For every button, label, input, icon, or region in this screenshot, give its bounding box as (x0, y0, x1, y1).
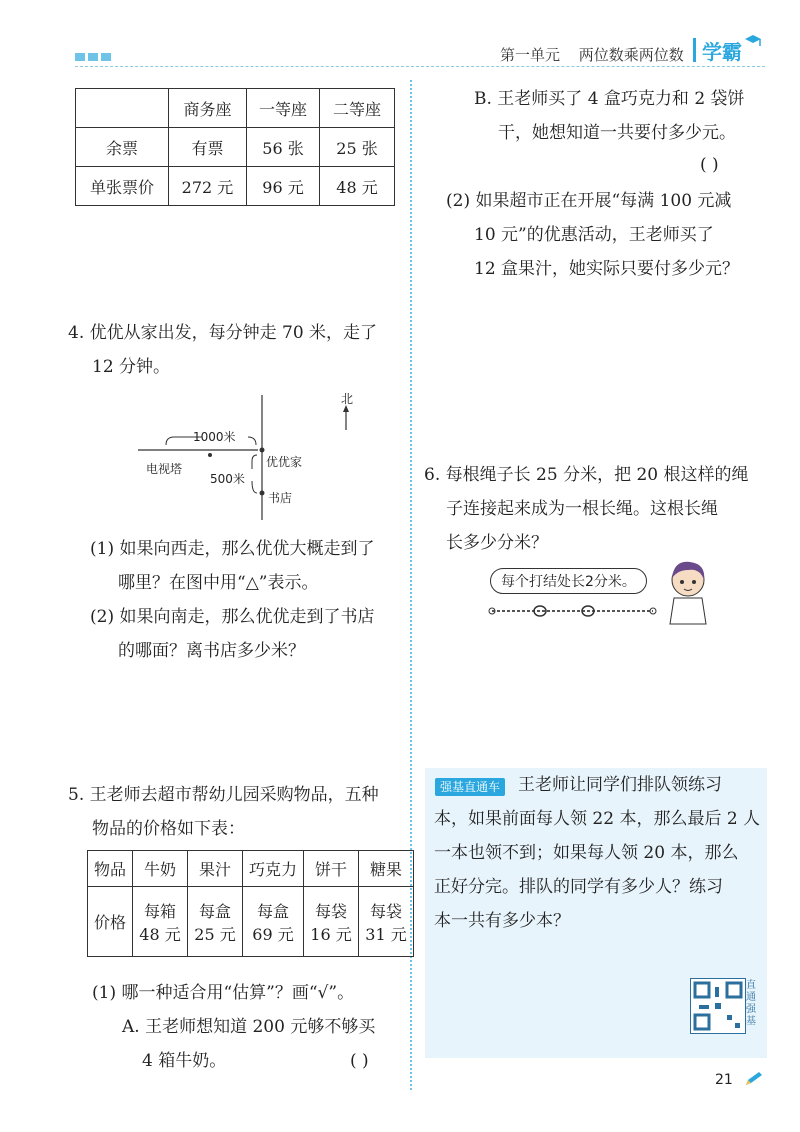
table-cell: 25 张 (320, 128, 395, 167)
unit-label: 第一单元 (500, 46, 561, 64)
q5-b-line1: B. 王老师买了 4 盒巧克力和 2 袋饼 (474, 89, 745, 109)
table-cell: 价格 (88, 887, 133, 957)
north-label: 北 (341, 392, 354, 406)
table-cell: 有票 (169, 128, 247, 167)
table-cell (188, 887, 243, 957)
header-title (500, 44, 698, 65)
qr-code-icon (691, 979, 745, 1033)
header-decoration (75, 53, 111, 61)
bonus-tag-wrap (435, 776, 505, 795)
bonus-line3: 一本也领不到；如果每人领 20 本，那么 (434, 843, 739, 863)
table-cell: 余票 (76, 128, 169, 167)
table-cell: 一等座 (247, 89, 320, 128)
table-cell: 272 元 (169, 167, 247, 206)
price: 16 元 (310, 924, 352, 944)
q4-sub2-line2: 的哪面？离书店多少米？ (118, 641, 305, 661)
table-cell: 牛奶 (133, 851, 188, 887)
table-cell: 巧克力 (243, 851, 304, 887)
rope-illustration (488, 600, 658, 622)
price: 48 元 (139, 924, 181, 944)
brand-logo: 学霸 (702, 40, 742, 64)
graduation-cap-icon (744, 34, 762, 48)
ticket-table (75, 88, 395, 206)
table-cell (133, 887, 188, 957)
q5-a-line1: A. 王老师想知道 200 元够不够买 (122, 1017, 376, 1037)
q5-a-line2: 4 箱牛奶。 (142, 1051, 227, 1071)
table-cell (359, 887, 414, 957)
table-cell: 物品 (88, 851, 133, 887)
q6-line2: 子连接起来成为一根长绳。这根长绳 (446, 499, 718, 519)
q5-sub2-line1: (2) 如果超市正在开展“每满 100 元减 (446, 191, 732, 211)
bonus-line1: 王老师让同学们排队领练习 (518, 775, 722, 795)
table-cell: 商务座 (169, 89, 247, 128)
bonus-tag: 强基直通车 (435, 778, 505, 796)
q4-sub1-line1: (1) 如果向西走，那么优优大概走到了 (90, 539, 375, 559)
distance-west-label: 1000米 (193, 430, 236, 444)
q5-sub2-line2: 10 元”的优惠活动，王老师买了 (474, 225, 714, 245)
unit: 每袋 (369, 901, 402, 921)
q4-line2: 12 分钟。 (92, 357, 171, 377)
answer-paren[interactable]: ( ) (350, 1051, 369, 1071)
qr-label: 直通强基 (746, 980, 756, 1027)
unit: 每盒 (256, 901, 289, 921)
direction-map (130, 385, 370, 525)
unit: 每盒 (198, 901, 231, 921)
logo-bar (693, 38, 696, 62)
price-table (87, 850, 414, 957)
girl-illustration (660, 556, 718, 626)
unit: 每袋 (314, 901, 347, 921)
hint-bubble: 每个打结处长2分米。 (490, 568, 647, 594)
table-cell (243, 887, 304, 957)
page-number: 21 (715, 1072, 733, 1088)
table-cell: 二等座 (320, 89, 395, 128)
price: 69 元 (252, 924, 294, 944)
q5-line1: 5. 王老师去超市帮幼儿园采购物品，五种 (68, 785, 379, 805)
q4-line1: 4. 优优从家出发，每分钟走 70 米，走了 (68, 323, 378, 343)
bonus-line4: 正好分完。排队的同学有多少人？练习 (434, 877, 723, 897)
topic-label: 两位数乘两位数 (578, 46, 684, 64)
q4-sub2-line1: (2) 如果向南走，那么优优走到了书店 (90, 607, 375, 627)
q5-sub1: (1) 哪一种适合用“估算”？画“√”。 (92, 983, 355, 1003)
table-cell: 单张票价 (76, 167, 169, 206)
tv-tower-label: 电视塔 (146, 462, 183, 476)
table-cell: 56 张 (247, 128, 320, 167)
pencil-icon (743, 1070, 765, 1088)
header-rule (75, 66, 765, 67)
distance-south-label: 500米 (210, 472, 245, 486)
table-cell: 糖果 (359, 851, 414, 887)
bonus-line5: 本一共有多少本？ (434, 911, 570, 931)
price: 25 元 (194, 924, 236, 944)
q5-b-line2: 干，她想知道一共要付多少元。 (498, 123, 736, 143)
bookstore-label: 书店 (268, 491, 293, 505)
unit: 每箱 (143, 901, 176, 921)
table-cell: 果汁 (188, 851, 243, 887)
home-label: 优优家 (266, 455, 303, 469)
table-cell (76, 89, 169, 128)
table-cell: 饼干 (304, 851, 359, 887)
q5-line2: 物品的价格如下表： (92, 819, 245, 839)
bonus-line2: 本，如果前面每人领 22 本，那么最后 2 人 (434, 809, 761, 829)
q4-sub1-line2: 哪里？在图中用“△”表示。 (118, 573, 319, 593)
answer-paren[interactable]: ( ) (700, 155, 719, 175)
price: 31 元 (365, 924, 407, 944)
table-cell (304, 887, 359, 957)
q5-sub2-line3: 12 盒果汁，她实际只要付多少元？ (474, 259, 740, 279)
qr-code[interactable] (690, 978, 746, 1034)
table-cell: 96 元 (247, 167, 320, 206)
table-cell: 48 元 (320, 167, 395, 206)
q6-line1: 6. 每根绳子长 25 分米，把 20 根这样的绳 (424, 465, 749, 485)
q6-line3: 长多少分米？ (446, 533, 548, 553)
